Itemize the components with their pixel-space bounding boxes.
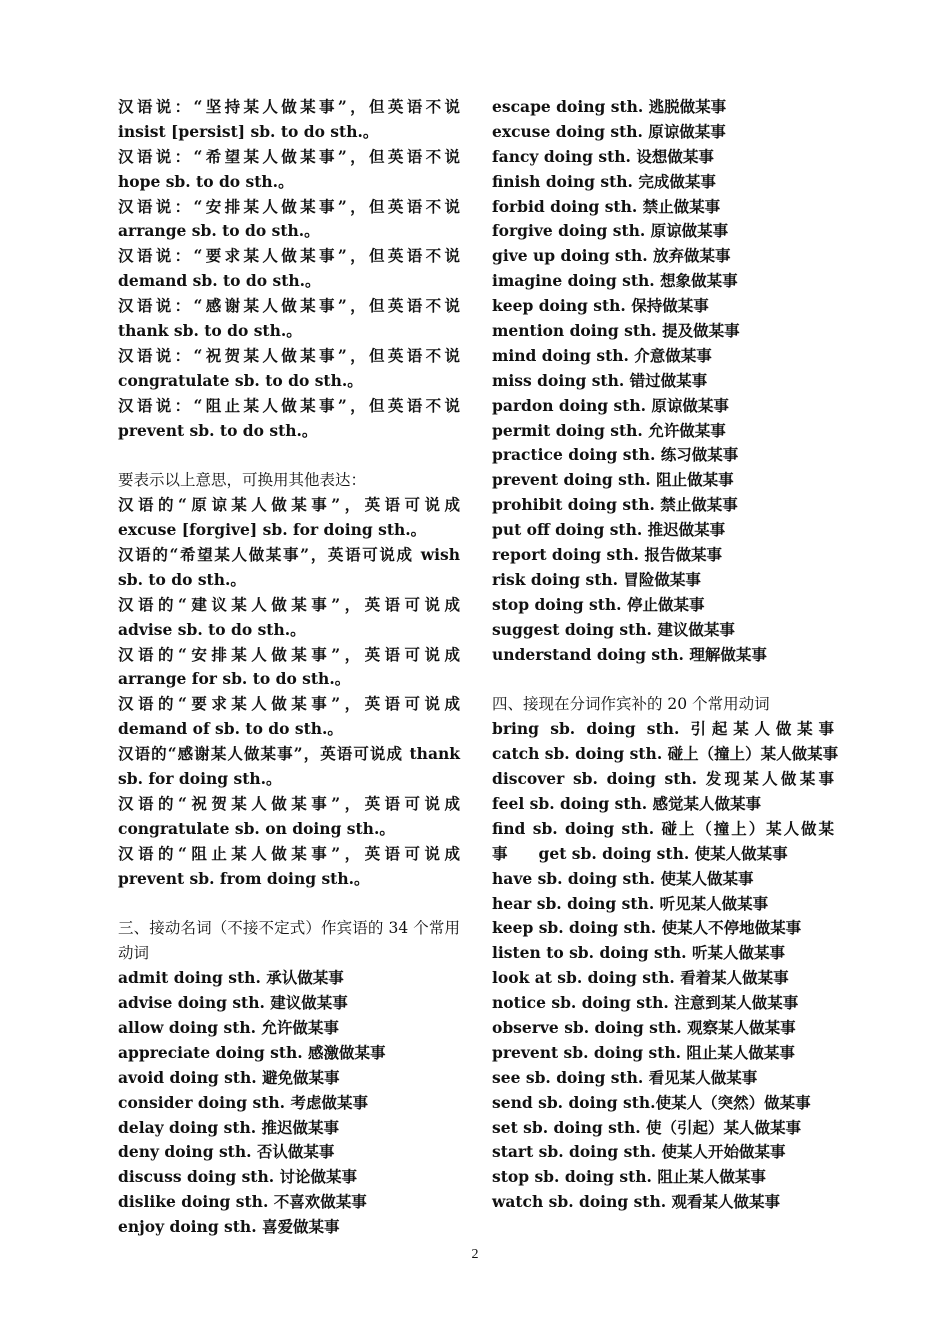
text-line: 汉语说：“祝贺某人做某事”，但英语不说 xyxy=(118,345,460,365)
text-line: feel sb. doing sth. 感觉某人做某事 xyxy=(492,793,762,813)
text-line: 汉语说：“坚持某人做某事”，但英语不说 xyxy=(118,97,460,116)
text-line: prevent doing sth. 阻止做某事 xyxy=(492,470,734,490)
text-line: 汉语的“祝贺某人做某事”，英语可说成 xyxy=(118,793,460,813)
text-line: find sb. doing sth. 碰上（撞上）某人做某 xyxy=(492,818,834,838)
text-line: 汉语说：“要求某人做某事”，但英语不说 xyxy=(118,246,460,266)
text-line: congratulate sb. to do sth.。 xyxy=(118,370,363,390)
text-line: start sb. doing sth. 使某人开始做某事 xyxy=(492,1142,786,1162)
text-line: admit doing sth. 承认做某事 xyxy=(118,968,344,988)
text-line: suggest doing sth. 建议做某事 xyxy=(492,619,735,639)
text-line: 汉语的“建议某人做某事”，英语可说成 xyxy=(118,594,460,614)
text-line: 汉语的“原谅某人做某事”，英语可说成 xyxy=(118,495,460,515)
section-heading-line: 三、接动名词（不接不定式）作宾语的 34 个常用 xyxy=(118,919,460,938)
text-line: deny doing sth. 否认做某事 xyxy=(118,1142,335,1162)
text-line: enjoy doing sth. 喜爱做某事 xyxy=(118,1217,340,1237)
text-line: stop sb. doing sth. 阻止某人做某事 xyxy=(492,1167,766,1187)
text-line: arrange for sb. to do sth.。 xyxy=(118,669,351,689)
text-line: excuse [forgive] sb. for doing sth.。 xyxy=(118,520,427,540)
text-line: fancy doing sth. 设想做某事 xyxy=(492,146,714,166)
text-line: allow doing sth. 允许做某事 xyxy=(118,1017,339,1037)
text-line: give up doing sth. 放弃做某事 xyxy=(492,246,731,266)
text-line: 汉语的“要求某人做某事”，英语可说成 xyxy=(118,694,460,714)
text-line: catch sb. doing sth. 碰上（撞上）某人做某事 xyxy=(492,744,839,764)
text-line: advise sb. to do sth.。 xyxy=(118,619,306,639)
text-line: advise doing sth. 建议做某事 xyxy=(118,993,348,1013)
text-line: avoid doing sth. 避免做某事 xyxy=(118,1067,340,1087)
text-line: set sb. doing sth. 使（引起）某人做某事 xyxy=(492,1117,802,1137)
text-line: observe sb. doing sth. 观察某人做某事 xyxy=(492,1017,796,1037)
text-line: bring sb. doing sth. 引起某人做某事 xyxy=(492,719,834,739)
text-line: hear sb. doing sth. 听见某人做某事 xyxy=(492,893,769,913)
text-line: pardon doing sth. 原谅做某事 xyxy=(492,395,729,415)
text-line: forbid doing sth. 禁止做某事 xyxy=(492,196,721,216)
page-number: 2 xyxy=(471,1247,479,1262)
text-line: notice sb. doing sth. 注意到某人做某事 xyxy=(492,993,799,1013)
text-line: dislike doing sth. 不喜欢做某事 xyxy=(118,1192,367,1212)
text-line: thank sb. to do sth.。 xyxy=(118,321,302,341)
text-line: stop doing sth. 停止做某事 xyxy=(492,594,705,614)
text-line: discover sb. doing sth. 发现某人做某事 xyxy=(492,769,834,789)
text-line: demand of sb. to do sth.。 xyxy=(118,719,343,739)
text-line: arrange sb. to do sth.。 xyxy=(118,221,320,241)
text-line: keep doing sth. 保持做某事 xyxy=(492,296,709,316)
text-line: risk doing sth. 冒险做某事 xyxy=(492,569,701,589)
left-column xyxy=(118,95,460,1240)
blank-line xyxy=(118,892,460,917)
text-line: 汉语说：“阻止某人做某事”，但英语不说 xyxy=(118,395,460,415)
text-line: delay doing sth. 推迟做某事 xyxy=(118,1117,340,1137)
text-line: 事 get sb. doing sth. 使某人做某事 xyxy=(492,843,788,863)
text-line: forgive doing sth. 原谅做某事 xyxy=(492,221,729,241)
text-line: escape doing sth. 逃脱做某事 xyxy=(492,97,727,116)
text-line: prevent sb. from doing sth.。 xyxy=(118,868,370,888)
text-line: imagine doing sth. 想象做某事 xyxy=(492,271,738,291)
text-line: 汉语说：“安排某人做某事”，但英语不说 xyxy=(118,196,460,216)
text-line: have sb. doing sth. 使某人做某事 xyxy=(492,868,754,888)
blank-line xyxy=(118,443,460,468)
section-heading-line: 要表示以上意思，可换用其他表达： xyxy=(118,471,367,490)
text-line: excuse doing sth. 原谅做某事 xyxy=(492,121,726,141)
text-line: keep sb. doing sth. 使某人不停地做某事 xyxy=(492,918,802,938)
text-line: practice doing sth. 练习做某事 xyxy=(492,445,739,465)
text-line: report doing sth. 报告做某事 xyxy=(492,545,722,565)
text-line: sb. for doing sth.。 xyxy=(118,769,282,789)
text-line: send sb. doing sth.使某人（突然）做某事 xyxy=(492,1092,811,1112)
text-line: watch sb. doing sth. 观看某人做某事 xyxy=(492,1192,781,1212)
section-heading-line: 动词 xyxy=(118,944,150,963)
text-line: prohibit doing sth. 禁止做某事 xyxy=(492,495,738,515)
blank-line xyxy=(492,667,834,692)
text-line: sb. to do sth.。 xyxy=(118,569,246,589)
text-line: discuss doing sth. 讨论做某事 xyxy=(118,1167,358,1187)
text-line: 汉语的“希望某人做某事”，英语可说成 wish xyxy=(118,545,460,565)
right-column xyxy=(492,95,839,1215)
text-line: hope sb. to do sth.。 xyxy=(118,171,294,191)
text-line: prevent sb. doing sth. 阻止某人做某事 xyxy=(492,1042,795,1062)
text-line: see sb. doing sth. 看见某人做某事 xyxy=(492,1067,758,1087)
text-line: mention doing sth. 提及做某事 xyxy=(492,321,740,341)
text-line: congratulate sb. on doing sth.。 xyxy=(118,818,395,838)
text-line: listen to sb. doing sth. 听某人做某事 xyxy=(492,943,785,963)
text-line: 汉语说：“感谢某人做某事”，但英语不说 xyxy=(118,296,460,316)
section-heading-line: 四、接现在分词作宾补的 20 个常用动词 xyxy=(492,695,770,714)
text-line: prevent sb. to do sth.。 xyxy=(118,420,318,440)
text-line: 汉语的“感谢某人做某事”，英语可说成 thank xyxy=(118,744,460,764)
text-line: mind doing sth. 介意做某事 xyxy=(492,345,712,365)
text-line: miss doing sth. 错过做某事 xyxy=(492,370,708,390)
text-line: put off doing sth. 推迟做某事 xyxy=(492,520,726,540)
text-line: permit doing sth. 允许做某事 xyxy=(492,420,726,440)
text-line: demand sb. to do sth.。 xyxy=(118,271,321,291)
text-line: understand doing sth. 理解做某事 xyxy=(492,644,767,664)
text-line: 汉语说：“希望某人做某事”，但英语不说 xyxy=(118,146,460,166)
text-line: consider doing sth. 考虑做某事 xyxy=(118,1092,368,1112)
text-line: appreciate doing sth. 感激做某事 xyxy=(118,1042,386,1062)
text-line: finish doing sth. 完成做某事 xyxy=(492,171,716,191)
text-line: 汉语的“安排某人做某事”，英语可说成 xyxy=(118,644,460,664)
text-line: look at sb. doing sth. 看着某人做某事 xyxy=(492,968,789,988)
text-line: insist [persist] sb. to do sth.。 xyxy=(118,121,379,141)
text-line: 汉语的“阻止某人做某事”，英语可说成 xyxy=(118,843,460,863)
